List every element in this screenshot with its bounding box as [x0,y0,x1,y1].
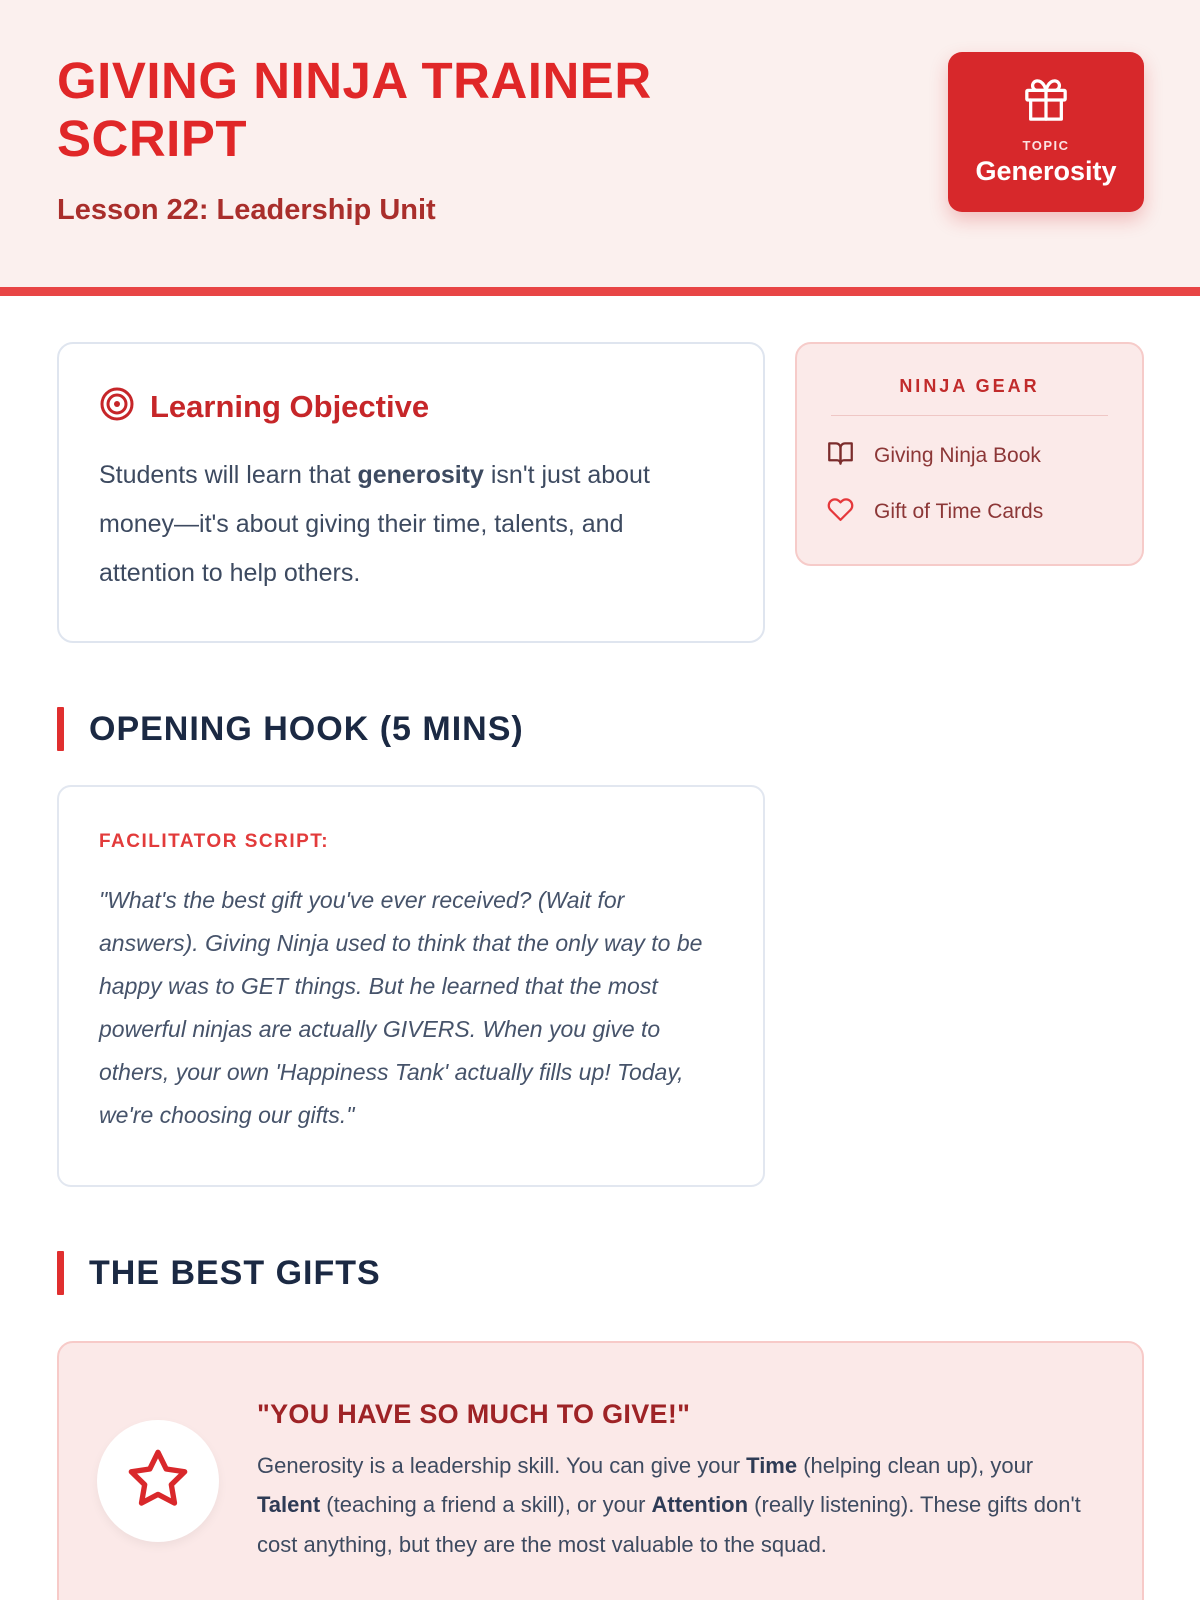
highlight-text-part: (teaching a friend a skill), or your [320,1492,652,1518]
header-titles [57,52,797,227]
target-icon [99,386,135,427]
highlight-bold-talent: Talent [257,1492,321,1518]
topic-value: Generosity [975,156,1117,186]
star-icon-circle [97,1420,219,1542]
topic-label: TOPIC [1022,138,1070,153]
page-subtitle: Lesson 22: Leadership Unit [57,194,436,227]
gear-item-cards [827,496,1112,528]
page-title: GIVING NINJA TRAINER SCRIPT [57,52,652,168]
highlight-text-part: Generosity is a leadership skill. You can give your [257,1453,747,1479]
highlight-text-part: (really listening). These gifts don't cost anything, but they are the most valuable to the squad. [257,1492,1081,1557]
gear-divider [831,415,1108,416]
heart-icon [827,496,854,528]
ninja-gear-title: NINJA GEAR [899,376,1040,396]
objective-title-row [99,386,723,427]
section-heading-text: OPENING HOOK (5 MINS) [89,709,524,748]
highlight-bold-attention: Attention [651,1492,749,1518]
highlight-body [257,1399,1096,1563]
objective-text [99,451,723,597]
objective-title: Learning Objective [150,388,430,424]
learning-objective-card [57,342,765,643]
section-heading-text: THE BEST GIFTS [89,1253,381,1292]
objective-text-part: Students will learn that [99,461,358,489]
main-content [0,296,1200,1600]
gift-icon [1023,77,1069,128]
facilitator-script-quote: "What's the best gift you've ever received? (Wait for answers). Giving Ninja used to think that the only way to be happy was to GET things. But he learned that the most powerful ninjas are actually GIVERS. When you give to others, your own 'Happiness Tank' actually fills up! Today, we're choosing our gifts." [99,887,703,1129]
objective-gear-row [57,342,1144,643]
highlight-text [257,1446,1096,1563]
gear-item-book [827,440,1112,472]
section-accent-bar [57,707,64,751]
header-divider-bar [0,287,1200,296]
facilitator-script-label: FACILITATOR SCRIPT: [99,831,330,853]
ninja-gear-card [795,342,1144,566]
book-icon [827,440,854,472]
best-gifts-highlight-card [57,1341,1144,1600]
highlight-bold-time: Time [746,1453,798,1479]
highlight-text-part: (helping clean up), your [797,1453,1034,1479]
section-heading-opening-hook [57,707,1144,751]
objective-text-bold: generosity [357,461,484,489]
topic-badge-card [948,52,1144,212]
highlight-title: "YOU HAVE SO MUCH TO GIVE!" [257,1399,691,1430]
gear-item-label: Gift of Time Cards [874,500,1044,523]
gear-item-label: Giving Ninja Book [874,444,1041,467]
section-accent-bar [57,1251,64,1295]
facilitator-script-card [57,785,765,1187]
objective-text-part: isn't just about money—it's about giving their time, talents, and attention to help others. [99,461,650,587]
page-header [0,0,1200,287]
star-icon [126,1447,190,1516]
section-heading-best-gifts [57,1251,1144,1295]
